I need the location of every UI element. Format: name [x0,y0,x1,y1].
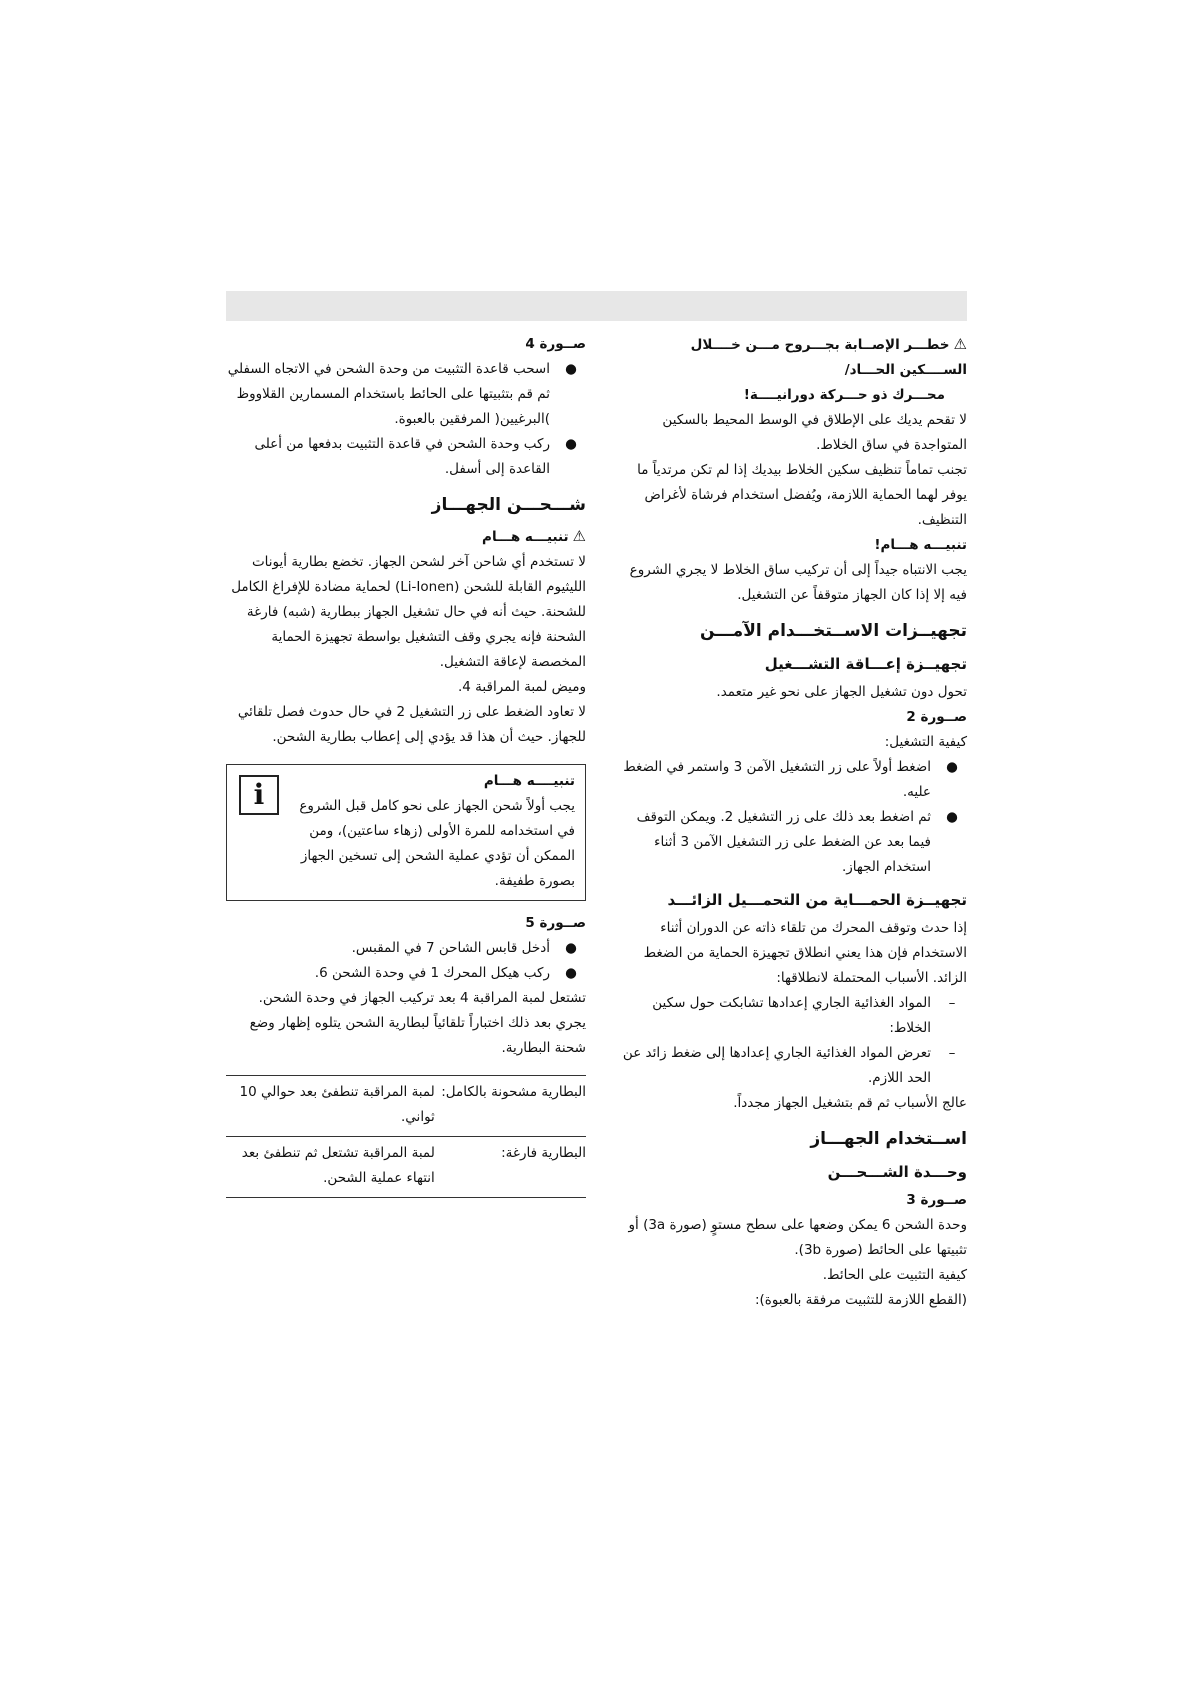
left-column [226,332,586,1198]
battery-status-table [226,1075,586,1198]
lock-body: تحول دون تشغيل الجهاز على نحو غير متعمد. [716,684,967,700]
status-description: لمبة المراقبة تنطفئ بعد حوالي 10 ثواني. [239,1084,435,1125]
charging-heading: شـــحـــن الجهـــاز [431,495,586,515]
list-item: ● أدخل قابس الشاحن 7 في المقبس. [226,936,586,961]
mount-steps [226,357,586,482]
list-item: ● اضغط أولاً على زر التشغيل الآمن 3 واستمر في الضغط عليه. [620,755,967,805]
list-item: ● ركب هيكل المحرك 1 في وحدة الشحن 6. [226,961,586,986]
header-bar [226,291,967,321]
bullet-icon: ● [565,940,577,956]
safety-heading: تجهيــزات الاســتخـــدام الآمـــن [699,621,967,641]
knife-warning-body-2: تجنب تماماً تنظيف سكين الخلاط بيديك إذا لم تكن مرتدياً ما يوفر لهما الحماية اللازمة، ويُفضل استخدام فرشاة لأغراض التنظيف. [637,462,967,528]
status-state: البطارية مشحونة بالكامل: [441,1084,586,1100]
list-item: – المواد الغذائية الجاري إعدادها تشابكت حول سكين الخلاط: [620,991,967,1041]
warning-triangle-icon: ⚠ [572,527,586,545]
important-title: تنبيـــه هـــام! [874,537,967,553]
knife-warning-title: ⚠خطـــر الإصــابة بجـــروح مـــن خــــلال الســــكين الحـــاد/ [620,332,967,383]
figure-2-label: صــورة 2 [906,709,967,725]
charging-note-title: ⚠تنبيـــه هـــام [226,524,586,550]
figure-3-label: صــورة 3 [906,1192,967,1208]
info-box-body: يجب أولاً شحن الجهاز على نحو كامل قبل الشروع في استخدامه للمرة الأولى (زهاء ساعتين)، ومن الممكن أن تؤدي عملية الشحن إلى تسخين الجهاز بصورة طفيفة. [299,798,575,889]
info-icon: i [239,775,279,815]
list-item: – تعرض المواد الغذائية الجاري إعدادها إلى ضغط زائد عن الحد اللازم. [620,1041,967,1091]
bullet-icon: ● [565,965,577,981]
bullet-icon: ● [946,809,958,825]
charging-note-repeat: لا تعاود الضغط على زر التشغيل 2 في حال حدوث فصل تلقائي للجهاز. حيث أن هذا قد يؤدي إلى إعطاب بطارية الشحن. [237,704,586,745]
knife-warning-title-line2: محـــرك ذو حـــركة دورانيــــة! [743,387,945,403]
usage-heading: اســتخدام الجهـــاز [810,1129,967,1149]
knife-warning-body-1: لا تقحم يديك على الإطلاق في الوسط المحيط بالسكين المتواجدة في ساق الخلاط. [662,412,967,453]
bullet-icon: ● [946,759,958,775]
charger-unit-body: وحدة الشحن 6 يمكن وضعها على سطح مستوٍ (صورة 3a) أو تثبيتها على الحائط (صورة 3b). [628,1217,967,1258]
how-to-operate: كيفية التشغيل: [884,734,967,750]
overload-causes [620,991,967,1091]
list-item: ● اسحب قاعدة التثبيت من وحدة الشحن في الاتجاه السفلي ثم قم بتثبيتها على الحائط باستخدام المسمارين القلاووظ )البرغيين( المرفقين بالعبوة. [226,357,586,432]
list-item: ● ركب وحدة الشحن في قاعدة التثبيت بدفعها من أعلى القاعدة إلى أسفل. [226,432,586,482]
overload-body: إذا حدث وتوقف المحرك من تلقاء ذاته عن الدوران أثناء الاستخدام فإن هذا يعني انطلاق تجهيزة الحماية من الضغط الزائد. الأسباب المحتملة لانطلاقها: [643,920,967,986]
table-row [226,1137,586,1198]
charging-note-body: لا تستخدم أي شاحن آخر لشحن الجهاز. تخضع بطارية أيونات الليثيوم القابلة للشحن (Li-Ionen) لحماية مضادة للإفراغ الكامل للشحنة. حيث أنه في حال تشغيل الجهاز ببطارية (شبه) فارغة الشحنة فإنه يجري وقف التشغيل بواسطة تجهيزة الحماية المخصصة لإعاقة التشغيل. [231,554,586,670]
status-state: البطارية فارغة: [501,1145,586,1161]
charging-note-lamp: وميض لمبة المراقبة 4. [458,679,586,695]
dash-icon: – [948,995,956,1011]
charge-steps [226,936,586,986]
info-box-title: تنبيــــه هـــام [483,773,575,789]
dash-icon: – [948,1045,956,1061]
charge-body: تشتعل لمبة المراقبة 4 بعد تركيب الجهاز في وحدة الشحن. يجري بعد ذلك اختباراً تلقائياً لبطارية الشحن يتلوه إظهار وضع شحنة البطارية. [249,990,586,1056]
overload-fix: عالج الأسباب ثم قم بتشغيل الجهاز مجدداً. [733,1095,967,1111]
figure-5-label: صــورة 5 [525,915,586,931]
important-body: يجب الانتباه جيداً إلى أن تركيب ساق الخلاط لا يجري الشروع فيه إلا إذا كان الجهاز متوقفاً عن التشغيل. [629,562,967,603]
right-column [620,332,967,1313]
list-item: ● ثم اضغط بعد ذلك على زر التشغيل 2. ويمكن التوقف فيما بعد عن الضغط على زر التشغيل الآمن 3 أثناء استخدام الجهاز. [620,805,967,880]
table-row [226,1076,586,1137]
bullet-icon: ● [565,436,577,452]
charger-unit-heading: وحـــدة الشـــحـــن [827,1163,967,1181]
wall-mount-title: كيفية التثبيت على الحائط. [822,1267,967,1283]
operate-steps [620,755,967,880]
figure-4-label: صــورة 4 [525,336,586,352]
info-note-box [226,764,586,901]
warning-triangle-icon: ⚠ [953,335,967,353]
overload-heading: تجهيــزة الحمـــاية من التحمـــيل الزائـــد [667,891,967,909]
status-description: لمبة المراقبة تشتعل ثم تنطفئ بعد انتهاء عملية الشحن. [241,1145,435,1186]
bullet-icon: ● [565,361,577,377]
lock-heading: تجهيــزة إعـــاقة التشـــغيل [764,655,967,673]
wall-mount-parts: (القطع اللازمة للتثبيت مرفقة بالعبوة): [754,1292,967,1308]
